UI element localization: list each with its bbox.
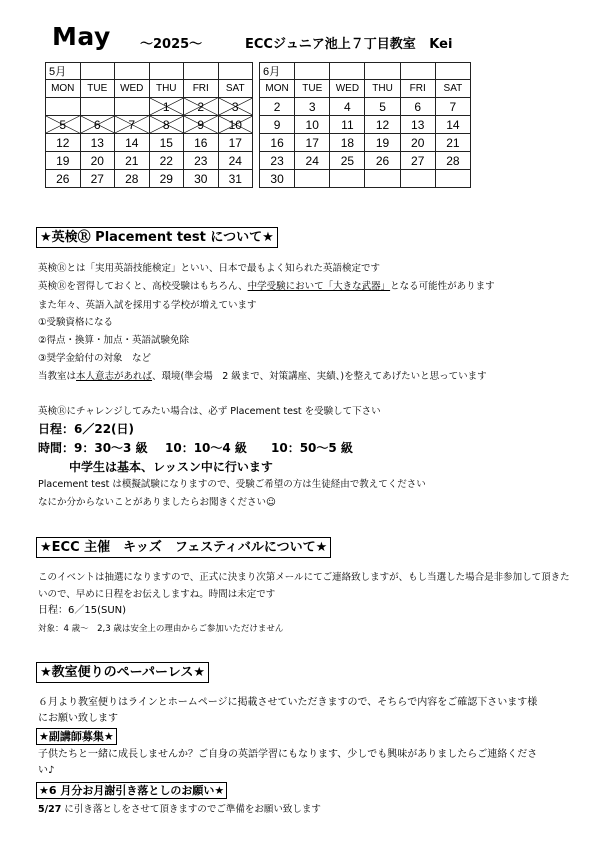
calendar-date-cell: 19 [365, 134, 400, 152]
calendar-date-cell [46, 98, 81, 116]
calendar-date-cell: 1 [149, 98, 184, 116]
calendar-blank-cell [295, 63, 330, 80]
calendar-date-cell: 13 [80, 134, 115, 152]
calendar-date-cell: 6 [80, 116, 115, 134]
calendar-date-cell: 22 [149, 152, 184, 170]
calendar-date-cell: 10 [218, 116, 253, 134]
calendar-date-cell: 6 [400, 98, 435, 116]
calendar-date-cell: 4 [330, 98, 365, 116]
calendar-blank-cell [435, 63, 470, 80]
calendar-date-cell [80, 98, 115, 116]
eiken-p7: 当教室は本人意志があれば、環境(準会場 2 級まで、対策講座、実績、)を整えてあげたいと思っています [38, 371, 487, 382]
calendar-day-header: SAT [435, 80, 470, 98]
calendar-blank-cell [365, 63, 400, 80]
calendar-date-cell: 26 [46, 170, 81, 188]
calendar-date-cell: 14 [435, 116, 470, 134]
calendar-blank-cell [184, 63, 219, 80]
calendar-day-header: TUE [295, 80, 330, 98]
calendar-date-cell: 12 [46, 134, 81, 152]
calendar-date-cell: 30 [260, 170, 295, 188]
eiken-date: 日程：6／22(日) [38, 422, 135, 436]
recruit-heading: ★副講師募集★ [36, 728, 117, 745]
eiken-time1: 時間：9：30～3 級 [38, 441, 148, 455]
calendar-date-cell: 11 [330, 116, 365, 134]
calendar-date-cell: 26 [365, 152, 400, 170]
calendar-month-label: 6月 [260, 63, 295, 80]
calendar-date-cell [435, 170, 470, 188]
calendar-date-cell: 2 [260, 98, 295, 116]
calendar-date-cell: 21 [435, 134, 470, 152]
calendar-date-cell: 30 [184, 170, 219, 188]
eiken-jhs-note: 中学生は基本、レッスン中に行います [69, 460, 273, 474]
festival-heading: ★ECC 主催 キッズ フェスティバルについて★ [36, 537, 331, 558]
paperless-heading: ★教室便りのペーパーレス★ [36, 662, 209, 683]
calendar-date-cell: 29 [149, 170, 184, 188]
eiken-heading: ★英検Ⓡ Placement test について★ [36, 227, 278, 248]
recruit-p2: い♪ [38, 765, 55, 776]
calendar-day-header: WED [330, 80, 365, 98]
calendar-blank-cell [218, 63, 253, 80]
calendar-date-cell: 18 [330, 134, 365, 152]
calendar-blank-cell [80, 63, 115, 80]
calendar-date-cell: 20 [400, 134, 435, 152]
calendar-blank-cell [330, 63, 365, 80]
calendar-day-header: THU [149, 80, 184, 98]
calendar-date-cell [365, 170, 400, 188]
calendar-date-cell: 13 [400, 116, 435, 134]
paperless-p2: にお願い致します [38, 713, 118, 724]
calendar-date-cell: 5 [365, 98, 400, 116]
calendar-date-cell: 31 [218, 170, 253, 188]
calendar-date-cell: 14 [115, 134, 150, 152]
teacher-name: Kei [429, 37, 453, 52]
calendar-date-cell: 9 [260, 116, 295, 134]
eiken-p4: ①受験資格になる [38, 317, 114, 328]
fee-date: 5/27 [38, 804, 62, 815]
eiken-p3: また年々、英語入試を採用する学校が増えています [38, 300, 257, 311]
eiken-p1: 英検Ⓡとは「実用英語技能検定」といい、日本で最もよく知られた英語検定です [38, 263, 381, 274]
calendar-date-cell: 7 [435, 98, 470, 116]
calendar-date-cell: 25 [330, 152, 365, 170]
fee-note: 5/27 に引き落としをさせて頂きますのでご準備をお願い致します [38, 804, 321, 815]
recruit-p1: 子供たちと一緒に成長しませんか？ご自身の英語学習にもなります、少しでも興味がありましたらご連絡くださ [38, 749, 538, 760]
calendar-date-cell [115, 98, 150, 116]
calendar-day-header: THU [365, 80, 400, 98]
eiken-time3: 10：50～5 級 [271, 441, 353, 455]
calendar-day-header: FRI [184, 80, 219, 98]
calendar-date-cell: 28 [115, 170, 150, 188]
paperless-p1: ６月より教室便りはラインとホームページに掲載させていただきますので、そちらで内容をご確認下さいます様 [38, 697, 538, 708]
eiken-p5: ②得点・換算・加点・英語試験免除 [38, 335, 190, 346]
calendar-date-cell [295, 170, 330, 188]
calendar-date-cell: 28 [435, 152, 470, 170]
eiken-p8: 英検Ⓡにチャレンジしてみたい場合は、必ず Placement test を受験して下さい [38, 406, 381, 417]
calendar-date-cell: 2 [184, 98, 219, 116]
calendar-month-label: 5月 [46, 63, 81, 80]
eiken-p2: 英検Ⓡを習得しておくと、高校受験はもちろん、中学受験において「大きな武器」となる可能性があります [38, 281, 495, 292]
calendar-day-header: MON [46, 80, 81, 98]
calendar-day-header: MON [260, 80, 295, 98]
calendar-date-cell: 17 [218, 134, 253, 152]
festival-target: 対象：4 歳～ 2,3 歳は安全上の理由からご参加いただけません [38, 624, 284, 634]
month-title: May [52, 22, 111, 51]
calendar-date-cell [330, 170, 365, 188]
calendar-date-cell: 3 [218, 98, 253, 116]
calendar-date-cell: 24 [218, 152, 253, 170]
eiken-p10: なにか分からないことがありましたらお聞きください☺ [38, 497, 276, 508]
calendar-date-cell: 16 [184, 134, 219, 152]
calendar-date-cell: 19 [46, 152, 81, 170]
calendar-date-cell: 3 [295, 98, 330, 116]
calendar-day-header: SAT [218, 80, 253, 98]
calendar-date-cell [400, 170, 435, 188]
calendar-blank-cell [115, 63, 150, 80]
calendar-day-header: WED [115, 80, 150, 98]
school-label: ECCジュニア池上７丁目教室 [245, 37, 416, 52]
festival-p2: いので、早めに日程をお伝えしますね。時間は未定です [38, 589, 276, 600]
festival-date: 日程：6／15(SUN) [38, 605, 127, 616]
calendar-date-cell: 16 [260, 134, 295, 152]
calendar-date-cell: 23 [260, 152, 295, 170]
calendar-date-cell: 7 [115, 116, 150, 134]
calendar-blank-cell [149, 63, 184, 80]
calendar-date-cell: 21 [115, 152, 150, 170]
calendar-june [259, 62, 471, 188]
school-name [245, 33, 452, 52]
calendar-date-cell: 15 [149, 134, 184, 152]
festival-p1: このイベントは抽選になりますので、正式に決まり次第メールにてご連絡致しますが、もし当選した場合是非参加して頂きた [38, 572, 570, 583]
year-label: ～2025～ [140, 37, 203, 52]
calendar-date-cell: 27 [400, 152, 435, 170]
calendar-date-cell: 20 [80, 152, 115, 170]
eiken-time2: 10：10～4 級 [165, 441, 247, 455]
calendar-date-cell: 5 [46, 116, 81, 134]
calendar-date-cell: 8 [149, 116, 184, 134]
calendar-date-cell: 27 [80, 170, 115, 188]
calendar-day-header: TUE [80, 80, 115, 98]
calendar-blank-cell [400, 63, 435, 80]
eiken-p6: ③奨学金給付の対象 など [38, 353, 152, 364]
calendar-day-header: FRI [400, 80, 435, 98]
calendar-date-cell: 9 [184, 116, 219, 134]
calendar-date-cell: 23 [184, 152, 219, 170]
calendar-may [45, 62, 253, 188]
calendar-date-cell: 12 [365, 116, 400, 134]
eiken-p9: Placement test は模擬試験になりますので、受験ご希望の方は生徒経由で教えてください [38, 479, 426, 490]
calendar-date-cell: 24 [295, 152, 330, 170]
calendar-date-cell: 17 [295, 134, 330, 152]
calendar-date-cell: 10 [295, 116, 330, 134]
fee-heading: ★6 月分お月謝引き落としのお願い★ [36, 782, 227, 799]
